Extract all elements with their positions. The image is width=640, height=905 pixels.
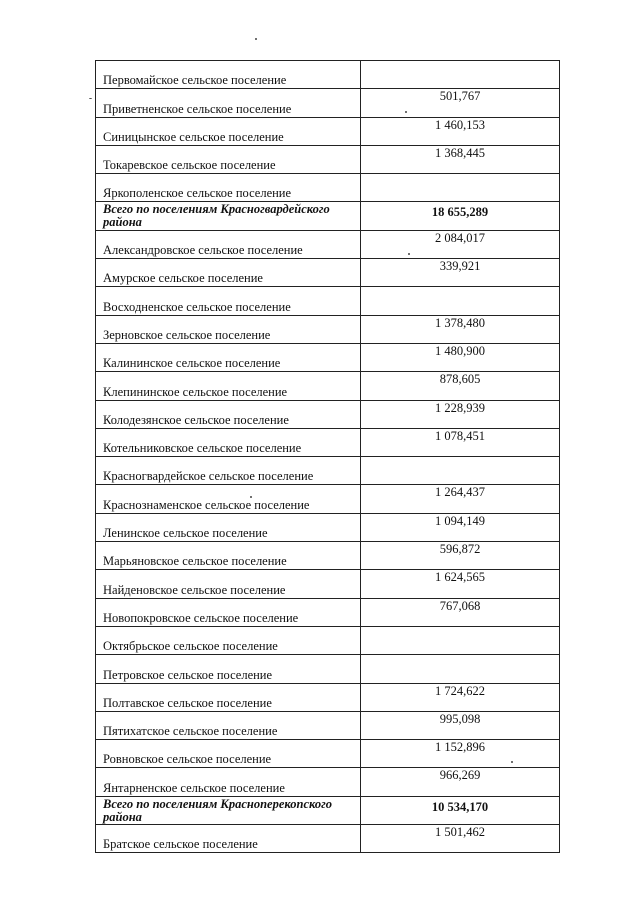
settlement-name-cell — [96, 711, 361, 739]
settlement-name: Колодезянское сельское поселение — [103, 412, 289, 427]
settlements-table — [95, 60, 560, 853]
table-row — [96, 655, 560, 683]
settlement-name-cell — [96, 145, 361, 173]
settlement-name-cell — [96, 343, 361, 371]
settlement-name: Клепининское сельское поселение — [103, 384, 288, 399]
amount-value: 1 264,437 — [435, 485, 485, 500]
settlement-name-cell — [96, 372, 361, 400]
settlement-name-cell — [96, 598, 361, 626]
settlement-name-cell — [96, 485, 361, 513]
amount-cell — [361, 174, 560, 202]
settlement-name-cell — [96, 825, 361, 853]
settlement-name: Синицынское сельское поселение — [103, 129, 284, 144]
settlement-name: Александровское сельское поселение — [103, 243, 303, 258]
amount-value: 1 724,622 — [435, 683, 485, 698]
table-row — [96, 400, 560, 428]
table-row — [96, 230, 560, 258]
settlement-name: Приветненское сельское поселение — [103, 101, 292, 116]
table-row — [96, 174, 560, 202]
amount-value: 18 655,289 — [431, 205, 489, 220]
amount-cell — [361, 89, 560, 117]
settlement-name-cell — [96, 626, 361, 654]
table-row — [96, 570, 560, 598]
table-row — [96, 259, 560, 287]
settlement-name: Всего по поселениям Красногвардейского района — [103, 202, 330, 230]
amount-cell — [361, 400, 560, 428]
table-row — [96, 343, 560, 371]
amount-cell — [361, 202, 560, 230]
table-row — [96, 287, 560, 315]
settlement-name-cell — [96, 428, 361, 456]
amount-value: 501,767 — [439, 89, 481, 104]
amount-value: 2 084,017 — [435, 230, 485, 245]
settlement-name: Всего по поселениям Красноперекопского района — [103, 796, 332, 824]
amount-cell — [361, 825, 560, 853]
table-row — [96, 372, 560, 400]
amount-value: 1 078,451 — [435, 428, 485, 443]
table-row — [96, 61, 560, 89]
amount-value: 1 378,480 — [435, 315, 485, 330]
table-row — [96, 626, 560, 654]
settlement-name: Амурское сельское поселение — [103, 271, 263, 286]
amount-cell — [361, 683, 560, 711]
amount-cell — [361, 598, 560, 626]
table-row — [96, 89, 560, 117]
settlement-name-cell — [96, 400, 361, 428]
table-row — [96, 145, 560, 173]
scan-speck — [255, 38, 257, 40]
settlement-name-cell — [96, 796, 361, 824]
amount-cell — [361, 428, 560, 456]
amount-value: 767,068 — [439, 598, 481, 613]
settlement-name: Пятихатское сельское поселение — [103, 724, 278, 739]
amount-cell — [361, 145, 560, 173]
amount-cell — [361, 259, 560, 287]
settlement-name-cell — [96, 89, 361, 117]
table-row — [96, 683, 560, 711]
amount-value: 878,605 — [439, 372, 481, 387]
amount-value: 995,098 — [439, 711, 481, 726]
settlement-name: Новопокровское сельское поселение — [103, 610, 299, 625]
amount-value: 10 534,170 — [431, 799, 489, 814]
settlement-name-cell — [96, 202, 361, 230]
settlement-name-cell — [96, 740, 361, 768]
amount-cell — [361, 513, 560, 541]
amount-cell — [361, 372, 560, 400]
settlement-name: Братское сельское поселение — [103, 837, 258, 852]
table-row — [96, 711, 560, 739]
amount-value: 1 480,900 — [435, 343, 485, 358]
amount-cell — [361, 796, 560, 824]
amount-cell — [361, 343, 560, 371]
amount-value: 1 152,896 — [435, 740, 485, 755]
amount-value: 1 460,153 — [435, 117, 485, 132]
settlement-name-cell — [96, 230, 361, 258]
table-row — [96, 315, 560, 343]
table-row — [96, 740, 560, 768]
amount-cell — [361, 626, 560, 654]
table-row — [96, 117, 560, 145]
table-total-row — [96, 202, 560, 230]
amount-value: 1 228,939 — [435, 400, 485, 415]
amount-cell — [361, 768, 560, 796]
table-row — [96, 513, 560, 541]
scan-speck — [89, 98, 92, 99]
settlement-name-cell — [96, 287, 361, 315]
amount-cell — [361, 485, 560, 513]
settlement-name: Калининское сельское поселение — [103, 356, 281, 371]
amount-value: 1 094,149 — [435, 513, 485, 528]
settlement-name: Зерновское сельское поселение — [103, 327, 271, 342]
settlement-name: Полтавское сельское поселение — [103, 695, 272, 710]
amount-cell — [361, 711, 560, 739]
amount-value: 966,269 — [439, 768, 481, 783]
table-row — [96, 428, 560, 456]
settlement-name: Ленинское сельское поселение — [103, 526, 268, 541]
settlement-name-cell — [96, 513, 361, 541]
settlement-name: Восходненское сельское поселение — [103, 299, 291, 314]
amount-value: 596,872 — [439, 542, 481, 557]
amount-value: 1 501,462 — [435, 825, 485, 840]
amount-cell — [361, 61, 560, 89]
settlement-name: Найденовское сельское поселение — [103, 582, 286, 597]
amount-cell — [361, 117, 560, 145]
settlement-name-cell — [96, 61, 361, 89]
settlement-name: Первомайское сельское поселение — [103, 73, 287, 88]
table-total-row — [96, 796, 560, 824]
settlement-name-cell — [96, 683, 361, 711]
settlement-name: Янтарненское сельское поселение — [103, 780, 285, 795]
settlement-name: Яркополенское сельское поселение — [103, 186, 292, 201]
settlement-name: Красногвардейское сельское поселение — [103, 469, 314, 484]
settlement-name-cell — [96, 542, 361, 570]
settlement-name-cell — [96, 117, 361, 145]
table-row — [96, 768, 560, 796]
table-row — [96, 598, 560, 626]
settlement-name-cell — [96, 315, 361, 343]
amount-value: 339,921 — [439, 259, 481, 274]
amount-value: 1 368,445 — [435, 145, 485, 160]
settlement-name-cell — [96, 570, 361, 598]
settlement-name-cell — [96, 655, 361, 683]
amount-cell — [361, 287, 560, 315]
settlement-name-cell — [96, 768, 361, 796]
table-row — [96, 825, 560, 853]
amount-cell — [361, 230, 560, 258]
amount-cell — [361, 457, 560, 485]
settlement-name: Краснознаменское сельское поселение — [103, 497, 310, 512]
settlement-name-cell — [96, 457, 361, 485]
settlement-name-cell — [96, 174, 361, 202]
settlement-name: Котельниковское сельское поселение — [103, 441, 302, 456]
settlement-name: Петровское сельское поселение — [103, 667, 273, 682]
amount-cell — [361, 542, 560, 570]
settlement-name: Марьяновское сельское поселение — [103, 554, 287, 569]
settlement-name-cell — [96, 259, 361, 287]
table-row — [96, 485, 560, 513]
amount-cell — [361, 740, 560, 768]
settlement-name: Октябрьское сельское поселение — [103, 639, 278, 654]
settlement-name: Ровновское сельское поселение — [103, 752, 272, 767]
amount-cell — [361, 655, 560, 683]
amount-cell — [361, 315, 560, 343]
table-row — [96, 542, 560, 570]
amount-value: 1 624,565 — [435, 570, 485, 585]
table-row — [96, 457, 560, 485]
amount-cell — [361, 570, 560, 598]
settlement-name: Токаревское сельское поселение — [103, 158, 276, 173]
